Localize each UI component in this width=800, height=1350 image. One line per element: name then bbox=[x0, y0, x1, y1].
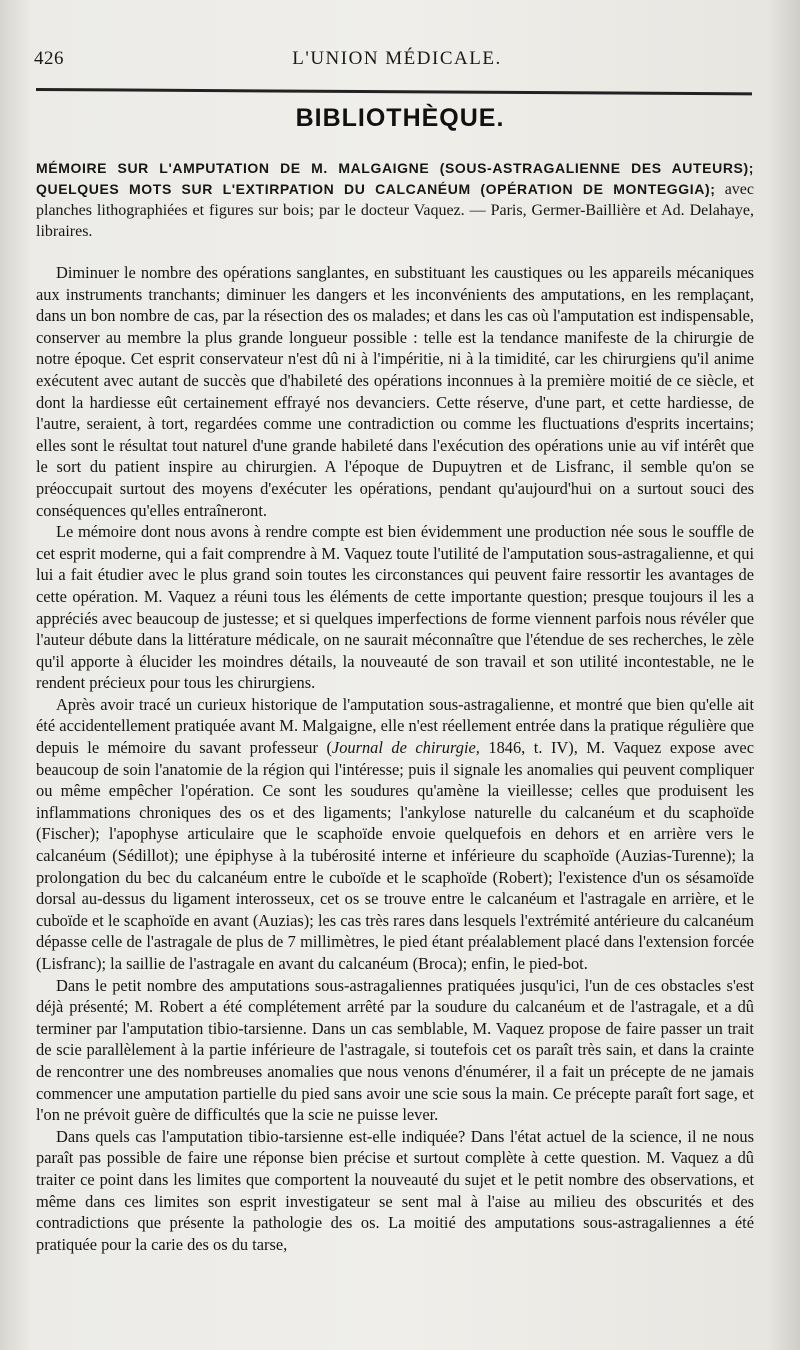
journal-citation: Journal de chirurgie, bbox=[331, 738, 480, 758]
paragraph-4: Dans le petit nombre des amputations sous-astragaliennes pratiquées jusqu'ici, l'un de ces obstacles s'est déjà présenté; M. Robert a été complétement arrêté par la soudure du calcanéum et de l'astragale, et a dû terminer par l'amputation tibio-tarsienne. Dans un cas semblable, M. Vaquez propose de faire passer un trait de scie parallèlement à la partie inférieure de l'astragale, si toutefois cet os paraît très sain, et dans la crainte de rencontrer une des nombreuses anomalies que nous venons d'énumérer, il a fait un précepte de ne jamais commencer une amputation partielle du pied sans avoir une scie sous la main. Ce précepte paraît fort sage, et l'on ne prévoit guère de difficultés que la scie ne puisse lever. bbox=[36, 975, 754, 1125]
header-rule bbox=[36, 88, 752, 95]
page-number: 426 bbox=[34, 48, 64, 69]
running-header bbox=[34, 48, 760, 74]
review-title-caps: MÉMOIRE SUR L'AMPUTATION DE M. MALGAIGNE (SOUS-ASTRAGALIENNE DES AUTEURS); QUELQUES MOTS SUR L'EXTIRPATION DU CALCANÉUM (OPÉRATION DE MONTEGGIA); bbox=[36, 160, 754, 197]
paragraph-2: Le mémoire dont nous avons à rendre compte est bien évidemment une production née sous le souffle de cet esprit moderne, qui a fait comprendre à M. Vaquez toute l'utilité de l'amputation sous-astragalienne, et qui lui a fait étudier avec le plus grand soin toutes les circonstances qui peuvent faire ressortir les avantages de cette opération. M. Vaquez a réuni tous les éléments de cette importante question; presque toujours il les a appréciés avec beaucoup de justesse; et si quelques imperfections de forme viennent parfois nous révéler que l'auteur débute dans la littérature médicale, on ne saurait méconnaître que l'étendue de ses recherches, le zèle qu'il apporte à élucider les moindres détails, la nouveauté de son travail et son utilité incontestable, ne le rendent précieux pour tous les chirurgiens. bbox=[36, 522, 754, 693]
review-title bbox=[36, 158, 754, 242]
article-body bbox=[36, 262, 754, 1255]
paragraph-1: Diminuer le nombre des opérations sanglantes, en substituant les caustiques ou les appareils mécaniques aux instruments tranchants; diminuer les dangers et les inconvénients des amputations, en les remplaçant, dans un bon nombre de cas, par la résection des os malades; et dans les cas où l'amputation est indispensable, conserver au membre la plus grande longueur possible : telle est la tendance manifeste de la chirurgie de notre époque. Cet esprit conservateur n'est dû ni à l'impéritie, ni à la timidité, car les chirurgiens qu'il anime exécutent avec autant de succès que d'habileté des opérations inconnues à la première moitié de ce siècle, et dont la hardiesse eût certainement effrayé nos devanciers. Cette réserve, d'une part, et cette hardiesse, de l'autre, seraient, à tort, regardées comme une contradiction ou comme les fluctuations d'esprits incertains; elles sont le résultat tout naturel d'une grande habileté dans l'exécution des opérations unie au vif intérêt que le sort du patient inspire au chirurgien. A l'époque de Dupuytren et de Lisfranc, il semble qu'on se préoccupait surtout des moyens d'exécuter les opérations, pendant qu'aujourd'hui on a surtout souci des conséquences qu'elles entraîneront. bbox=[36, 263, 754, 520]
paragraph-3-part-b: 1846, t. IV), M. Vaquez expose avec beaucoup de soin l'anatomie de la région qui l'intéresse; puis il signale les anomalies qui peuvent compliquer ou même empêcher l'opération. Ce sont les soudures qu'amène la vieillesse; celles que produisent les inflammations chroniques des os et des ligaments; l'ankylose naturelle du calcanéum et du scaphoïde (Fischer); l'apophyse articulaire que le scaphoïde envoie quelquefois en dehors et en arrière vers le calcanéum (Sédillot); une épiphyse à la tubérosité interne et inférieure du scaphoïde (Auzias-Turenne); la prolongation du bec du calcanéum entre le cuboïde et le scaphoïde (Robert); l'existence d'un os sésamoïde dorsal au-dessus du ligament interosseux, cet os se trouve entre le calcanéum et l'astragale en arrière, et le cuboïde et le scaphoïde en avant (Auzias); les cas très rares dans lesquels l'extrémité antérieure du calcanéum dépasse celle de l'astragale de plus de 7 millimètres, le pied étant préalablement placé dans l'extension forcée (Lisfranc); la saillie de l'astragale en avant du calcanéum (Broca); enfin, le pied-bot. bbox=[36, 738, 754, 973]
paragraph-3-part-a: Après avoir tracé un curieux historique de l'amputation sous-astragalienne, et montré que bien qu'elle ait été accidentellement pratiquée avant M. Malgaigne, elle n'est réellement entrée dans la pratique régulière que depuis le mémoire du savant professeur ( bbox=[36, 694, 754, 758]
paragraph-3 bbox=[36, 694, 754, 975]
paragraph-5: Dans quels cas l'amputation tibio-tarsienne est-elle indiquée? Dans l'état actuel de la science, il ne nous paraît pas possible de faire une réponse bien précise et surtout complète à cette question. M. Vaquez a dû traiter ce point dans les limites que comportent la nouveauté du sujet et le petit nombre des observations, et même dans ces limites son esprit investigateur se sent mal à l'aise au milieu des obscurités et des contradictions que présente la pathologie des os. La moitié des amputations sous-astragaliennes a été pratiquée pour la carie des os du tarse, bbox=[36, 1126, 754, 1254]
section-title: BIBLIOTHÈQUE. bbox=[295, 104, 505, 132]
journal-title: L'UNION MÉDICALE. bbox=[292, 48, 502, 69]
review-title-rest: avec planches lithographiées et figures sur bois; par le docteur Vaquez. — Paris, Germer-Baillière et Ad. Delahaye, libraires. bbox=[36, 181, 754, 240]
